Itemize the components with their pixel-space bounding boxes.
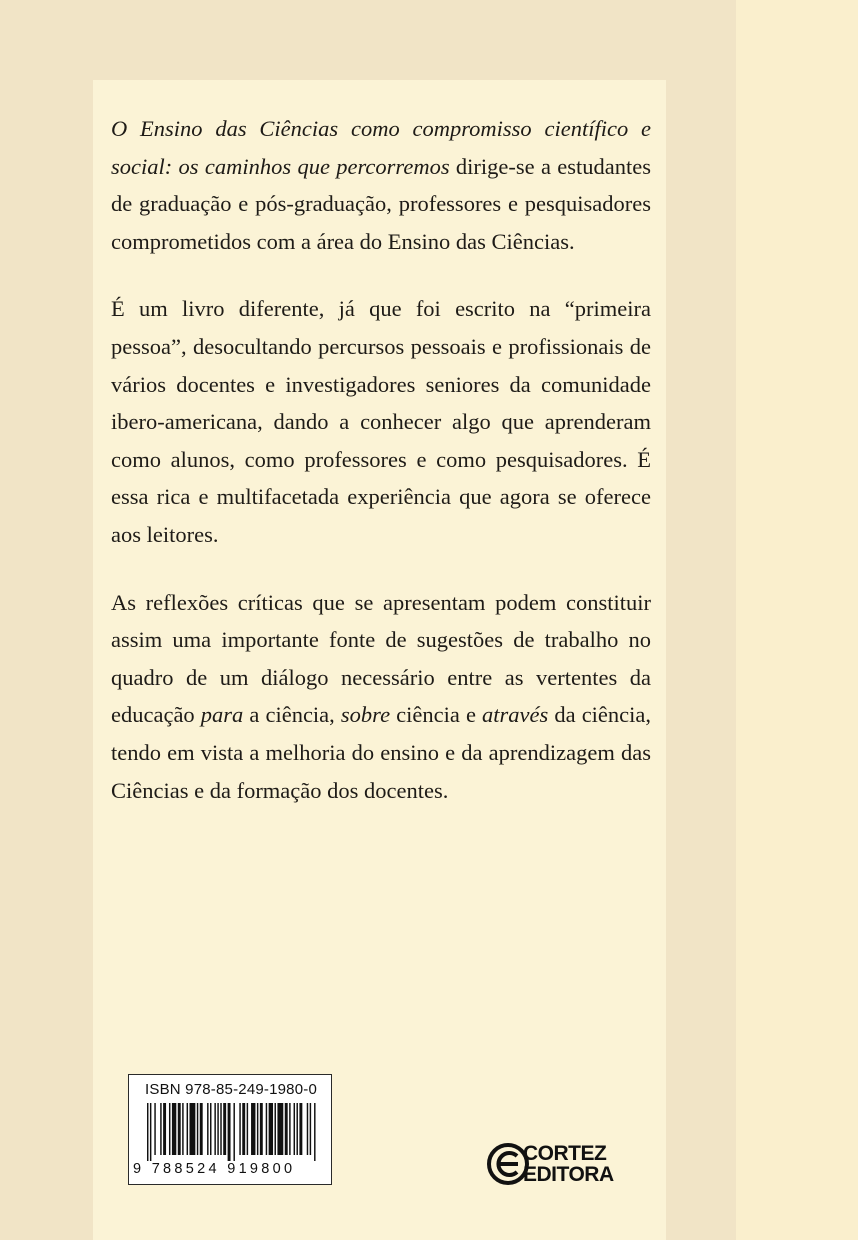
paragraph-1-text: dirige-se a estudantes de graduação e pós-graduação, professores e pesquisadores comprometidos com a área do Ensino das Ciências. [111,153,651,254]
paragraph-3-part1: As reflexões críticas que se apresentam podem constituir assim uma importante fonte de sugestões de trabalho no quadro de um diálogo necessário entre as vertentes da educação [111,589,651,728]
right-edge-strip [736,0,858,1240]
barcode [147,1103,317,1161]
paragraph-3-part4: da ciência, tendo em vista a melhoria do ensino e da aprendizagem das Ciências e da formação dos docentes. [111,702,652,803]
publisher-logo [487,1140,627,1188]
emphasis-para: para [200,702,244,728]
publisher-name-line2: EDITORA [523,1163,614,1186]
paragraph-3-part3: ciência e [390,702,483,728]
isbn-barcode-box [128,1074,332,1185]
back-cover-text [111,110,651,839]
publisher-name-line1: CORTEZ [523,1142,607,1165]
emphasis-sobre: sobre [340,702,391,728]
paragraph-1 [111,110,651,260]
isbn-label: ISBN 978-85-249-1980-0 [145,1081,318,1098]
paragraph-3-part2: a ciência, [243,702,341,728]
paragraph-3 [111,584,651,810]
barcode-digits: 9 788524 919800 [133,1161,296,1177]
paragraph-2: É um livro diferente, já que foi escrito na “primeira pessoa”, desocultando percursos pessoais e profissionais de vários docentes e investigadores seniores da comunidade ibero-americana, dando a conhecer algo que aprenderam como alunos, como professores e como pesquisadores. É essa rica e multifacetada experiência que agora se oferece aos leitores. [111,296,651,547]
book-title: O Ensino das Ciências como compromisso científico e social: os caminhos que percorremos [111,116,651,179]
emphasis-atraves: através [482,702,549,728]
